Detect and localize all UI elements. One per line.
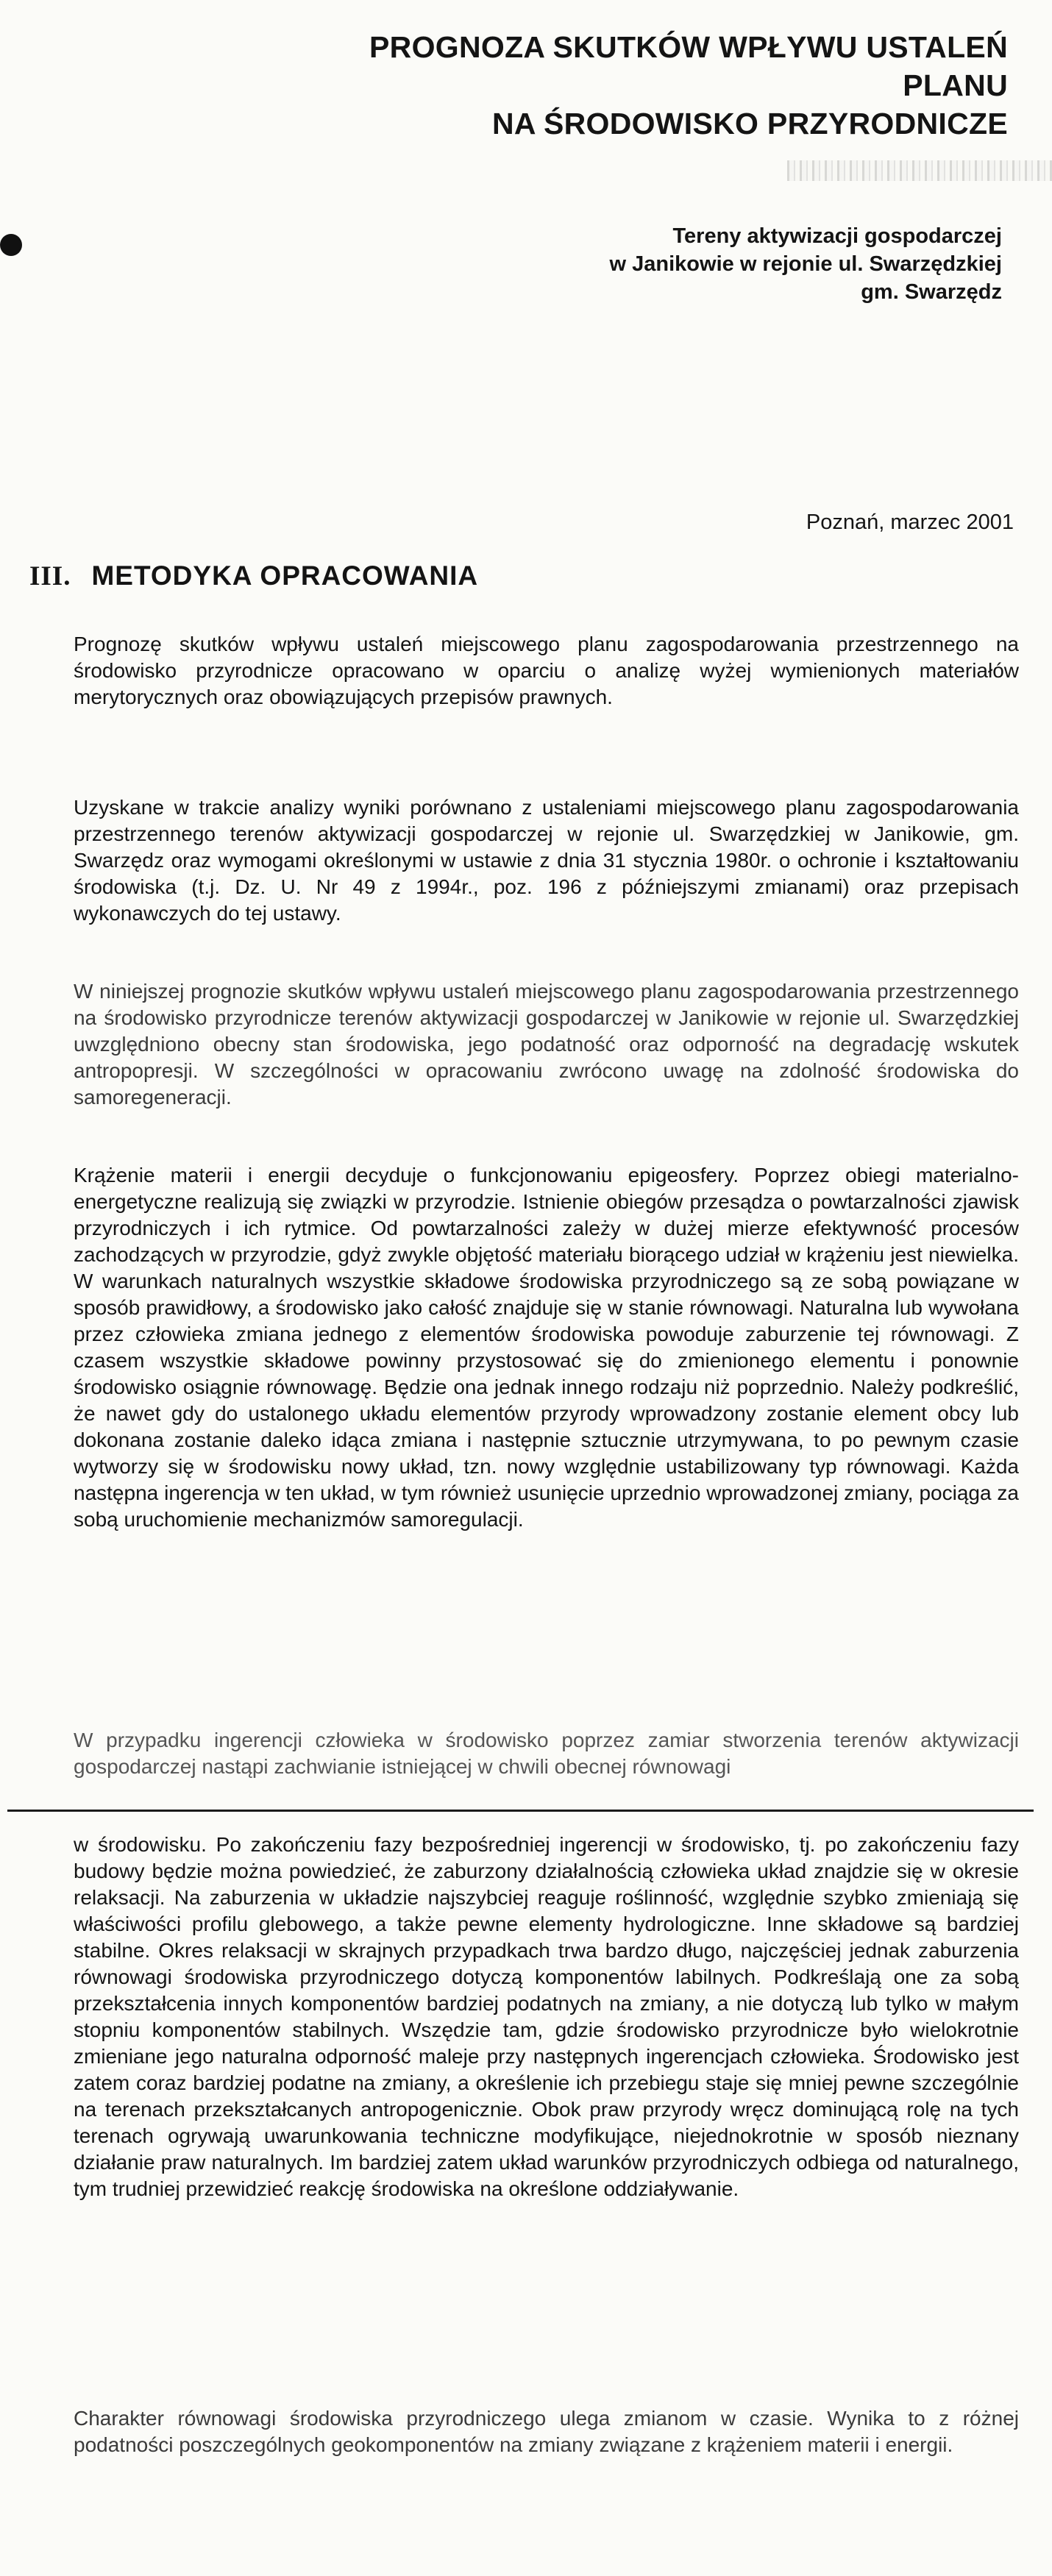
section-number: III.: [29, 561, 71, 591]
title-line-2: NA ŚRODOWISKO PRZYRODNICZE: [491, 107, 1008, 140]
location-line-3: gm. Swarzędz: [861, 280, 1002, 304]
section-heading: [29, 561, 478, 592]
location-block: [340, 222, 1002, 306]
paragraph-2: Uzyskane w trakcie analizy wyniki porównano z ustaleniami miejscowego planu zagospodarowania przestrzennego terenów aktywizacji gospodarczej w rejonie ul. Swarzędzkiej w Janikowie, gm. Swarzędz oraz wymogami określonymi w ustawie z dnia 31 stycznia 1980r. o ochronie i kształtowaniu środowiska (t.j. Dz. U. Nr 49 z 1994r., poz. 196 z późniejszymi zmianami) oraz przepisach wykonawczych do tej ustawy.: [74, 796, 1019, 925]
document-title: [272, 28, 1008, 143]
place-date: Poznań, marzec 2001: [806, 510, 1014, 534]
location-line-2: w Janikowie w rejonie ul. Swarzędzkiej: [609, 252, 1002, 276]
paragraph-4: Krążenie materii i energii decyduje o funkcjonowaniu epigeosfery. Poprzez obiegi materialno-energetyczne realizują się związki w przyrodzie. Istnienie obiegów przesądza o powtarzalności zjawisk przyrodniczych i ich rytmice. Od powtarzalności zależy w dużej mierze efektywność procesów zachodzących w przyrodzie, gdyż zwykle objętość materiału biorącego udział w krążeniu jest niewielka. W warunkach naturalnych wszystkie składowe środowiska przyrodniczego są ze sobą powiązane w sposób prawidłowy, a środowisko jako całość znajduje się w stanie równowagi. Naturalna lub wywołana przez człowieka zmiana jednego z elementów środowiska powoduje zaburzenie tej równowagi. Z czasem wszystkie składowe powinny przystosować się do zmienionego elementu i ponownie środowisko osiągnie równowagę. Będzie ona jednak innego rodzaju niż poprzednio. Należy podkreślić, że nawet gdy do ustalonego układu elementów przyrody wprowadzony zostanie element obcy lub dokonana zostanie daleko idąca zmiana i następnie sztucznie utrzymywana, to po pewnym czasie wytworzy się w środowisku nowy układ, tzn. nowy względnie ustabilizowany typ równowagi. Każda następna ingerencja w ten układ, w tym również usunięcie uprzednio wprowadzonej zmiany, pociąga za sobą uruchomienie mechanizmów samoregulacji.: [74, 1164, 1019, 1531]
paragraph-1: Prognozę skutków wpływu ustaleń miejscowego planu zagospodarowania przestrzennego na środowisko przyrodnicze opracowano w oparciu o analizę wyżej wymienionych materiałów merytorycznych oraz obowiązujących przepisów prawnych.: [74, 633, 1019, 708]
punch-hole: [0, 234, 22, 256]
paragraph-3: W niniejszej prognozie skutków wpływu ustaleń miejscowego planu zagospodarowania przestrzennego na środowisko przyrodnicze terenów aktywizacji gospodarczej w Janikowie w rejonie ul. Swarzędzkiej uwzględniono obecny stan środowiska, jego podatność oraz odporność na degradację wskutek antropopresji. W szczególności w opracowaniu zwrócono uwagę na zdolność środowiska do samoregeneracji.: [74, 980, 1019, 1109]
location-line-1: Tereny aktywizacji gospodarczej: [672, 224, 1002, 248]
section-title: METODYKA OPRACOWANIA: [91, 561, 479, 591]
title-line-1: PROGNOZA SKUTKÓW WPŁYWU USTALEŃ PLANU: [369, 30, 1008, 102]
paragraph-5: W przypadku ingerencji człowieka w środowisko poprzez zamiar stworzenia terenów aktywizacji gospodarczej nastąpi zachwianie istniejącej w chwili obecnej równowagi: [74, 1729, 1019, 1778]
paragraph-6: w środowisku. Po zakończeniu fazy bezpośredniej ingerencji w środowisko, tj. po zakończeniu fazy budowy będzie można powiedzieć, że zaburzony działalnością człowieka układ znajdzie się w okresie relaksacji. Na zaburzenia w układzie najszybciej reaguje roślinność, względnie szybko zmieniają się właściwości profilu glebowego, a także pewne elementy hydrologiczne. Inne składowe są bardziej stabilne. Okres relaksacji w skrajnych przypadkach trwa bardzo długo, najczęściej jednak zaburzenia równowagi środowiska przyrodniczego dotyczą komponentów labilnych. Podkreślają one za sobą przekształcenia innych komponentów bardziej podatnych na zmiany, a nie dotyczą lub tylko w małym stopniu komponentów stabilnych. Wszędzie tam, gdzie środowisko przyrodnicze było wielokrotnie zmieniane jego naturalna odporność maleje przy następnych ingerencjach człowieka. Środowisko jest zatem coraz bardziej podatne na zmiany, a określenie ich przebiegu staje się mniej pewne szczególnie na terenach przekształcanych antropogenicznie. Obok praw przyrody wręcz dominującą rolę na tych terenach ogrywają uwarunkowania techniczne modyfikujące, niejednokrotnie w sposób nieznany działanie praw naturalnych. Im bardziej zatem układ warunków przyrodniczych odbiega od naturalnego, tym trudniej przewidzieć reakcję środowiska na określone oddziaływanie.: [74, 1833, 1019, 2200]
scan-artifact: [787, 160, 1052, 181]
paragraph-7: Charakter równowagi środowiska przyrodniczego ulega zmianom w czasie. Wynika to z różnej podatności poszczególnych geokomponentów na zmiany związane z krążeniem materii i energii.: [74, 2407, 1019, 2456]
page-divider: [7, 1810, 1034, 1812]
